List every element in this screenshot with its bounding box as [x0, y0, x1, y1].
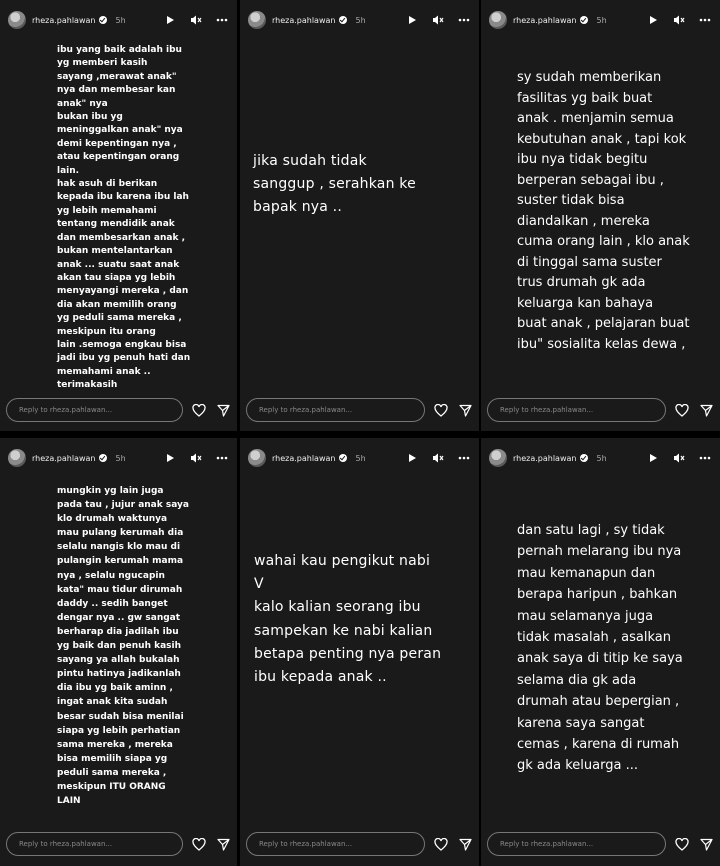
- verified-badge-icon: [99, 454, 107, 462]
- more-icon[interactable]: [457, 13, 471, 27]
- send-icon[interactable]: [215, 836, 231, 852]
- play-icon[interactable]: [163, 451, 177, 465]
- play-icon[interactable]: [646, 13, 660, 27]
- username[interactable]: rheza.pahlawan: [32, 15, 96, 25]
- heart-icon[interactable]: [674, 836, 690, 852]
- heart-icon[interactable]: [674, 402, 690, 418]
- more-icon[interactable]: [215, 13, 229, 27]
- play-icon[interactable]: [405, 451, 419, 465]
- username[interactable]: rheza.pahlawan: [272, 15, 336, 25]
- verified-badge-icon: [339, 16, 347, 24]
- heart-icon[interactable]: [433, 402, 449, 418]
- more-icon[interactable]: [457, 451, 471, 465]
- story-header: [240, 438, 479, 478]
- story-panel-4: [0, 438, 237, 866]
- username[interactable]: rheza.pahlawan: [32, 453, 96, 463]
- reply-bar: [6, 397, 231, 423]
- story-text: wahai kau pengikut nabi V kalo kalian seorang ibu sampekan ke nabi kalian betapa penting nya peran ibu kepada anak ..: [254, 553, 442, 686]
- verified-badge-icon: [339, 454, 347, 462]
- story-header: [481, 438, 720, 478]
- avatar[interactable]: [489, 449, 507, 467]
- timestamp: 5h: [355, 453, 366, 463]
- send-icon[interactable]: [457, 836, 473, 852]
- play-icon[interactable]: [646, 451, 660, 465]
- verified-badge-icon: [99, 16, 107, 24]
- story-header: [0, 438, 237, 478]
- reply-bar: [487, 831, 714, 857]
- reply-bar: [246, 831, 473, 857]
- username[interactable]: rheza.pahlawan: [513, 15, 577, 25]
- send-icon[interactable]: [457, 402, 473, 418]
- timestamp: 5h: [115, 15, 126, 25]
- timestamp: 5h: [355, 15, 366, 25]
- avatar[interactable]: [8, 449, 26, 467]
- story-text: mungkin yg lain juga pada tau , jujur anak saya klo drumah waktunya mau pulang kerumah dia selalu nangis klo mau di pulangin kerumah mama nya , selalu ngucapin kata" mau tidur dirumah daddy .. sedih banget dengar nya .. gw sangat berharap dia jadilah ibu yg baik dan penuh kasih sayang ya allah bukalah pintu hatinya jadikanlah dia ibu yg baik aminn , ingat anak kita sudah besar sudah bisa menilai siapa yg lebih perhatian sama mereka , mereka bisa memilih siapa yg peduli sama mereka , meskipun ITU ORANG LAIN: [57, 486, 189, 807]
- avatar[interactable]: [8, 11, 26, 29]
- story-text: sy sudah memberikan fasilitas yg baik buat anak . menjamin semua kebutuhan anak , tapi kok ibu nya tidak begitu berperan sebagai ibu , suster tidak bisa diandalkan , mereka cuma orang lain , klo anak di tinggal sama suster trus drumah gk ada keluarga kan bahaya buat anak , pelajaran buat ibu" sosialita kelas dewa ,: [517, 70, 690, 352]
- play-icon[interactable]: [405, 13, 419, 27]
- reply-input[interactable]: Reply to rheza.pahlawan...: [487, 398, 666, 422]
- story-header: [481, 0, 720, 40]
- reply-bar: [6, 831, 231, 857]
- timestamp: 5h: [596, 15, 607, 25]
- mute-icon[interactable]: [431, 451, 445, 465]
- reply-input[interactable]: Reply to rheza.pahlawan...: [6, 398, 183, 422]
- avatar[interactable]: [248, 449, 266, 467]
- timestamp: 5h: [115, 453, 126, 463]
- story-panel-1: [0, 0, 237, 431]
- mute-icon[interactable]: [672, 451, 686, 465]
- mute-icon[interactable]: [189, 451, 203, 465]
- more-icon[interactable]: [698, 451, 712, 465]
- timestamp: 5h: [596, 453, 607, 463]
- reply-input[interactable]: Reply to rheza.pahlawan...: [246, 832, 425, 856]
- reply-input[interactable]: Reply to rheza.pahlawan...: [6, 832, 183, 856]
- story-header: [0, 0, 237, 40]
- reply-bar: [487, 397, 714, 423]
- heart-icon[interactable]: [433, 836, 449, 852]
- username[interactable]: rheza.pahlawan: [513, 453, 577, 463]
- story-panel-2: [240, 0, 479, 431]
- username[interactable]: rheza.pahlawan: [272, 453, 336, 463]
- mute-icon[interactable]: [431, 13, 445, 27]
- avatar[interactable]: [489, 11, 507, 29]
- heart-icon[interactable]: [191, 836, 207, 852]
- story-panel-6: [481, 438, 720, 866]
- story-panel-3: [481, 0, 720, 431]
- play-icon[interactable]: [163, 13, 177, 27]
- story-text: dan satu lagi , sy tidak pernah melarang ibu nya mau kemanapun dan berapa haripun , bahkan mau selamanya juga tidak masalah , asalkan anak saya di titip ke saya selama dia gk ada drumah atau bepergian , karena saya sangat cemas , karena di rumah gk ada keluarga ...: [517, 523, 683, 774]
- send-icon[interactable]: [698, 836, 714, 852]
- story-panel-5: [240, 438, 479, 866]
- verified-badge-icon: [580, 16, 588, 24]
- avatar[interactable]: [248, 11, 266, 29]
- reply-input[interactable]: Reply to rheza.pahlawan...: [487, 832, 666, 856]
- send-icon[interactable]: [215, 402, 231, 418]
- mute-icon[interactable]: [189, 13, 203, 27]
- mute-icon[interactable]: [672, 13, 686, 27]
- reply-input[interactable]: Reply to rheza.pahlawan...: [246, 398, 425, 422]
- reply-bar: [246, 397, 473, 423]
- more-icon[interactable]: [698, 13, 712, 27]
- more-icon[interactable]: [215, 451, 229, 465]
- send-icon[interactable]: [698, 402, 714, 418]
- story-text: jika sudah tidak sanggup , serahkan ke bapak nya ..: [253, 153, 416, 216]
- story-text: ibu yang baik adalah ibu yg memberi kasih sayang ,merawat anak" nya dan membesar kan anak" nya bukan ibu yg meninggalkan anak" nya demi kepentingan nya , atau kepentingan orang lain. hak asuh di berikan kepada ibu karena ibu lah yg lebih memahami tentang mendidik anak dan membesarkan anak , bukan mentelantarkan anak ... suatu saat anak akan tau siapa yg lebih menyayangi mereka , dan dia akan memilih orang yg peduli sama mereka , meskipun itu orang lain .semoga engkau bisa jadi ibu yg penuh hati dan memahami anak .. terimakasih: [57, 45, 191, 391]
- story-header: [240, 0, 479, 40]
- heart-icon[interactable]: [191, 402, 207, 418]
- verified-badge-icon: [580, 454, 588, 462]
